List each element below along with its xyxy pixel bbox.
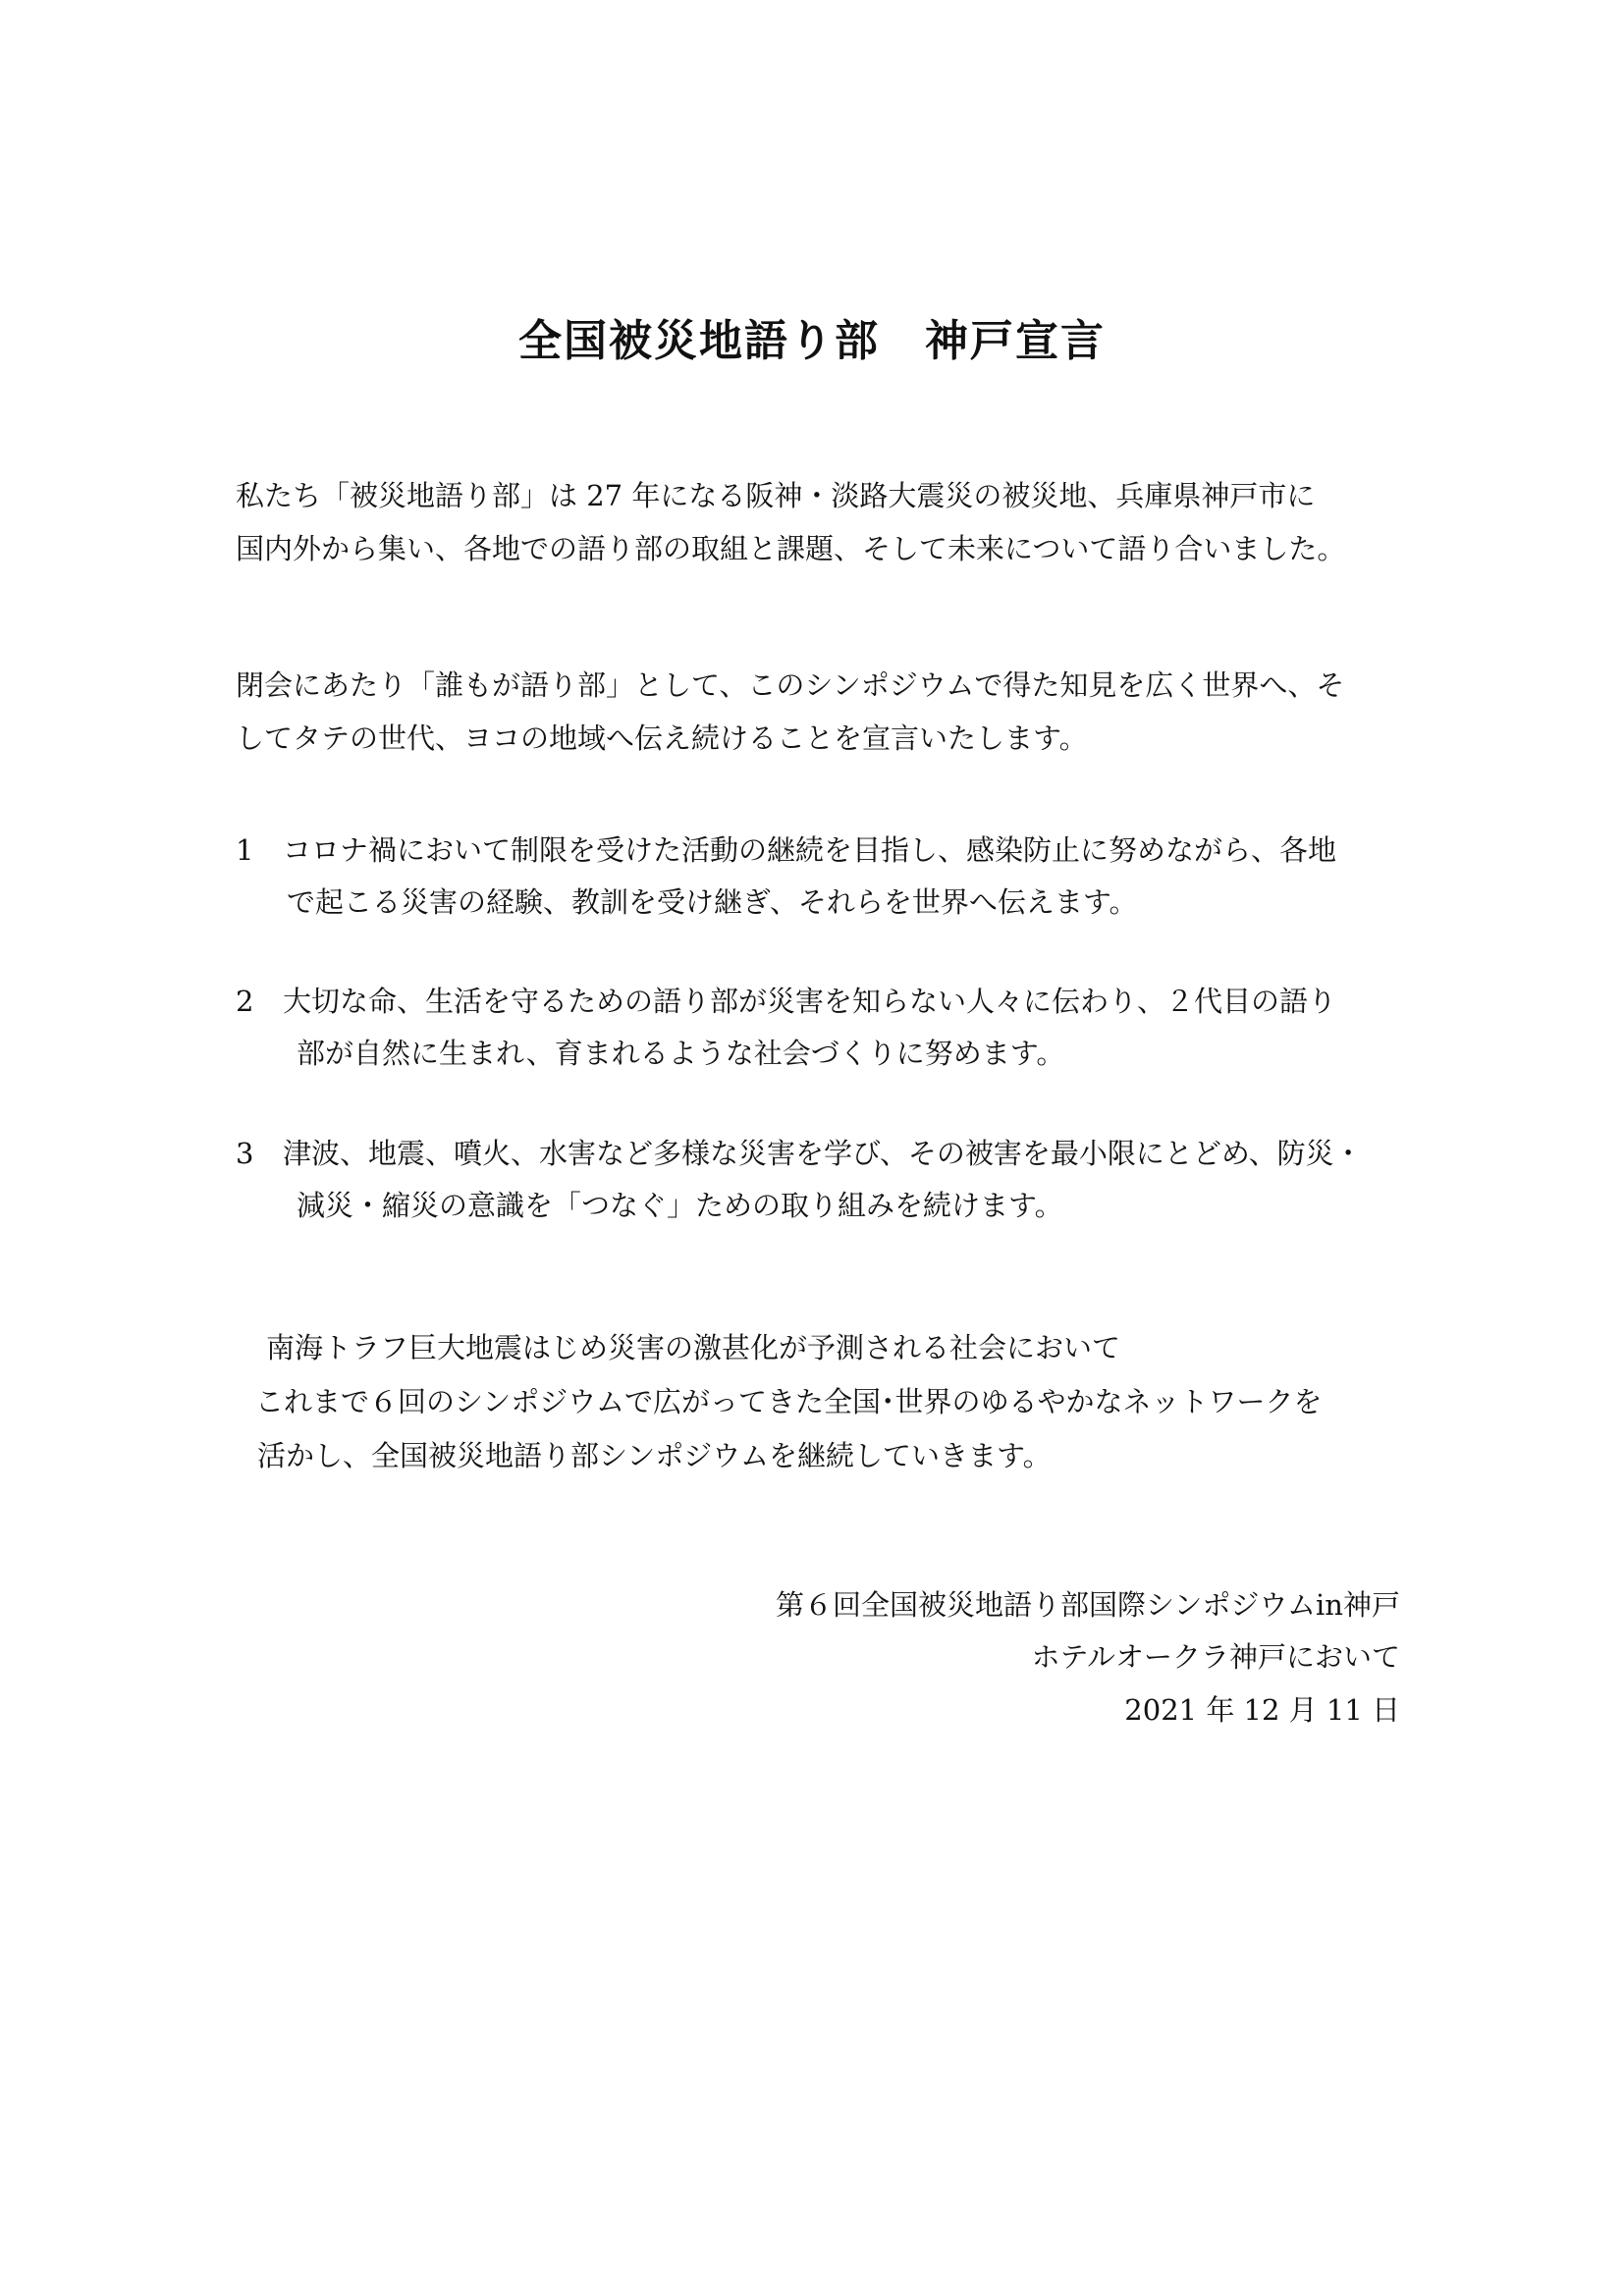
item-line: で起こる災害の経験、教訓を受け継ぎ、それらを世界へ伝えます。 [287, 885, 1138, 919]
item-line: コロナ禍において制限を受けた活動の継続を目指し、感染防止に努めながら、各地 [283, 833, 1337, 867]
document-title: 全国被災地語り部 神戸宣言 [518, 316, 1106, 366]
intro-line: してタテの世代、ヨコの地域へ伝え続けることを宣言いたします。 [236, 721, 1088, 755]
item-number: 2 [236, 985, 254, 1018]
closing-line: 活かし、全国被災地語り部シンポジウムを継続していきます。 [257, 1439, 1052, 1472]
item-number: 1 [236, 833, 254, 867]
item-line: 減災・縮災の意識を「つなぐ」ための取り組みを続けます。 [297, 1189, 1063, 1222]
signature-event: 第６回全国被災地語り部国際シンポジウムin神戸 [776, 1588, 1400, 1622]
closing-line: 南海トラフ巨大地震はじめ災害の激甚化が予測される社会において [266, 1331, 1121, 1364]
item-number: 3 [236, 1137, 254, 1170]
item-line: 津波、地震、噴火、水害など多様な災害を学び、その被害を最小限にとどめ、防災・ [283, 1137, 1363, 1170]
closing-line: これまで６回のシンポジウムで広がってきた全国･世界のゆるやかなネットワークを [255, 1385, 1323, 1418]
item-line: 大切な命、生活を守るための語り部が災害を知らない人々に伝わり、２代目の語り [283, 985, 1337, 1018]
item-line: 部が自然に生まれ、育まれるような社会づくりに努めます。 [297, 1037, 1065, 1070]
signature-date: 2021 年 12 月 11 日 [1124, 1693, 1400, 1727]
intro-line: 閉会にあたり「誰もが語り部」として、このシンポジウムで得た知見を広く世界へ、そ [236, 668, 1345, 702]
intro-line: 私たち「被災地語り部」は 27 年になる阪神・淡路大震災の被災地、兵庫県神戸市に [236, 479, 1316, 512]
intro-line: 国内外から集い、各地での語り部の取組と課題、そして未来について語り合いました。 [236, 532, 1346, 565]
signature-venue: ホテルオークラ神戸において [1031, 1640, 1400, 1674]
